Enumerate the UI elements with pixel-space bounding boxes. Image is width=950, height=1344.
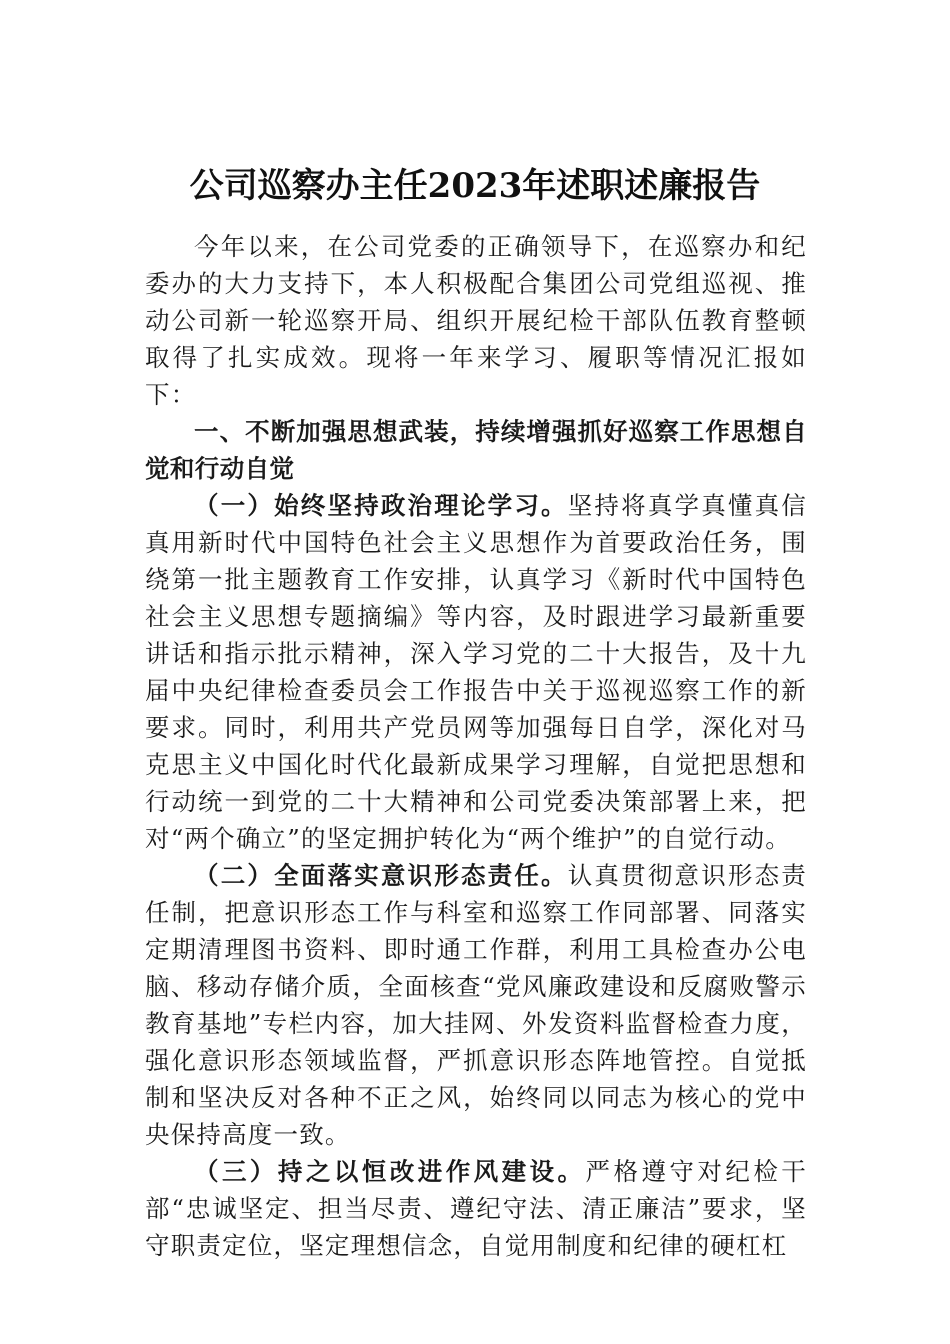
item-3-text: 严格遵守对纪检干部“忠诚坚定、担当尽责、遵纪守法、清正廉洁”要求，坚守职责定位，坚定理想信念，自觉用制度和纪律的硬杠杠 — [145, 1157, 807, 1260]
section-heading-1: 一、不断加强思想武装，持续增强抓好巡察工作思想自觉和行动自觉 — [145, 417, 807, 483]
intro-paragraph: 今年以来，在公司党委的正确领导下，在巡察办和纪委办的大力支持下，本人积极配合集团公司党组巡视、推动公司新一轮巡察开局、组织开展纪检干部队伍教育整顿取得了扎实成效。现将一年来学习、履职等情况汇报如下： — [145, 232, 807, 409]
paragraph-item-1 — [145, 487, 807, 857]
document-title: 公司巡察办主任2023年述职述廉报告 — [189, 166, 761, 206]
item-3-lead: （三）持之以恒改进作风建设。 — [194, 1157, 586, 1186]
paragraph-item-3 — [145, 1153, 807, 1264]
item-1-text: 坚持将真学真懂真信真用新时代中国特色社会主义思想作为首要政治任务，围绕第一批主题教育工作安排，认真学习《新时代中国特色社会主义思想专题摘编》等内容，及时跟进学习最新重要讲话和指示批示精神，深入学习党的二十大报告，及十九届中央纪律检查委员会工作报告中关于巡视巡察工作的新要求。同时，利用共产党员网等加强每日自学，深化对马克思主义中国化时代化最新成果学习理解，自觉把思想和行动统一到党的二十大精神和公司党委决策部署上来，把对“两个确立”的坚定拥护转化为“两个维护”的自觉行动。 — [145, 491, 807, 853]
paragraph-item-2 — [145, 857, 807, 1153]
document-body — [145, 228, 807, 1264]
item-2-lead: （二）全面落实意识形态责任。 — [194, 861, 568, 890]
item-2-text: 认真贯彻意识形态责任制，把意识形态工作与科室和巡察工作同部署、同落实定期清理图书资料、即时通工作群，利用工具检查办公电脑、移动存储介质，全面核查“党风廉政建设和反腐败警示教育基地”专栏内容，加大挂网、外发资料监督检查力度，强化意识形态领域监督，严抓意识形态阵地管控。自觉抵制和坚决反对各种不正之风，始终同以同志为核心的党中央保持高度一致。 — [145, 861, 807, 1149]
item-1-lead: （一）始终坚持政治理论学习。 — [194, 491, 568, 520]
